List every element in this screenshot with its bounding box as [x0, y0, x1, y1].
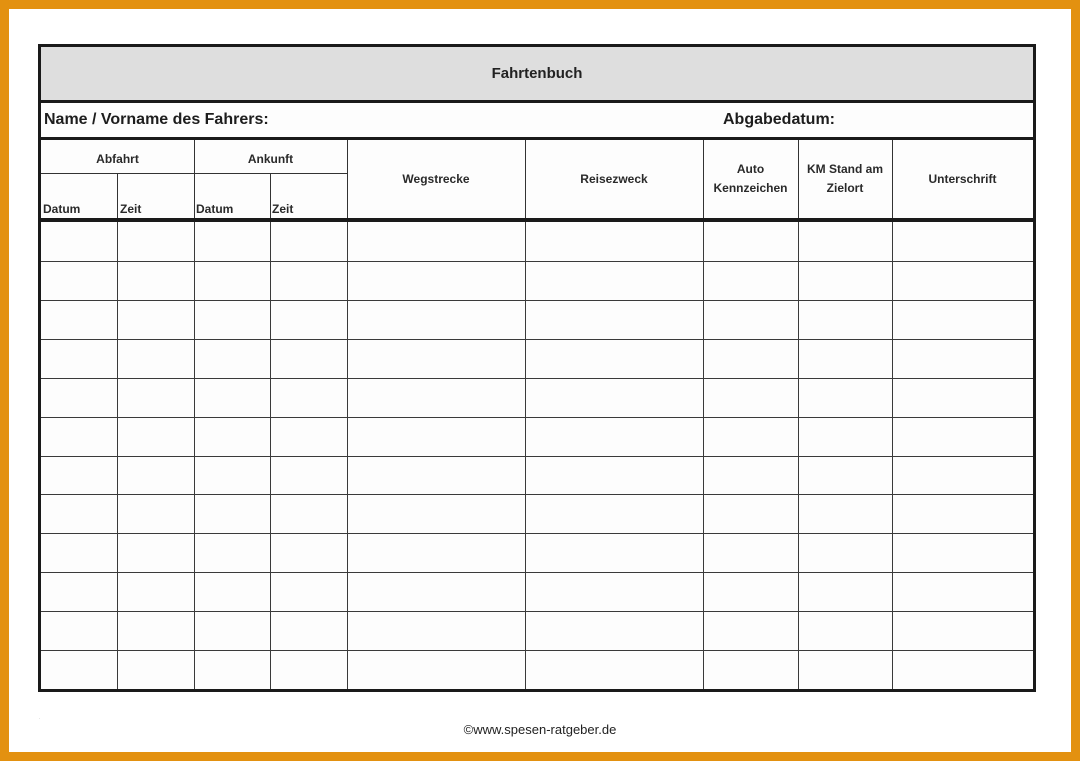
- table-row-divider: [41, 339, 1033, 340]
- header-divider: [892, 140, 893, 218]
- table-column-divider: [892, 222, 893, 689]
- table-row-divider: [41, 494, 1033, 495]
- header-divider: [798, 140, 799, 218]
- table-column-divider: [194, 222, 195, 689]
- header-divider: [194, 140, 195, 218]
- driver-name-label: Name / Vorname des Fahrers:: [44, 111, 269, 128]
- driver-info-row: [41, 103, 1033, 140]
- table-row-divider: [41, 572, 1033, 573]
- table-column-divider: [347, 222, 348, 689]
- header-car-plate-line1: Auto: [736, 162, 765, 176]
- header-km-line2: Zielort: [826, 181, 864, 195]
- header-arrival-date: Datum: [196, 202, 234, 216]
- logbook-sheet: [38, 44, 1036, 692]
- table-column-divider: [703, 222, 704, 689]
- document-title: Fahrtenbuch: [41, 47, 1033, 103]
- table-column-divider: [270, 222, 271, 689]
- header-route: Wegstrecke: [402, 171, 470, 186]
- header-purpose: Reisezweck: [580, 171, 648, 186]
- table-row-divider: [41, 456, 1033, 457]
- header-signature: Unterschrift: [928, 171, 997, 186]
- footer-copyright: ©www.spesen-ratgeber.de: [463, 722, 617, 737]
- table-row-divider: [41, 261, 1033, 262]
- table-column-divider: [117, 222, 118, 689]
- header-car-plate: [703, 140, 798, 218]
- header-divider: [347, 140, 348, 218]
- header-departure-date: Datum: [43, 202, 81, 216]
- header-car-plate-line2: Kennzeichen: [713, 181, 788, 195]
- header-arrival-time: Zeit: [272, 202, 294, 216]
- header-divider: [270, 173, 271, 218]
- submission-date-label: Abgabedatum:: [723, 111, 835, 128]
- watermark-mark: ·: [38, 713, 41, 723]
- header-divider: [525, 140, 526, 218]
- table-row-divider: [41, 300, 1033, 301]
- header-km-line1: KM Stand am: [806, 162, 883, 176]
- header-departure: Abfahrt: [96, 151, 139, 166]
- header-arrival: Ankunft: [247, 151, 294, 166]
- header-divider: [703, 140, 704, 218]
- table-row-divider: [41, 650, 1033, 651]
- entry-grid: [41, 222, 1033, 689]
- table-row-divider: [41, 533, 1033, 534]
- table-column-divider: [798, 222, 799, 689]
- table-header: [41, 140, 1033, 222]
- header-departure-time: Zeit: [120, 202, 142, 216]
- header-divider: [117, 173, 118, 218]
- table-row-divider: [41, 611, 1033, 612]
- table-row-divider: [41, 417, 1033, 418]
- header-km-reading: [798, 140, 892, 218]
- table-row-divider: [41, 378, 1033, 379]
- table-column-divider: [525, 222, 526, 689]
